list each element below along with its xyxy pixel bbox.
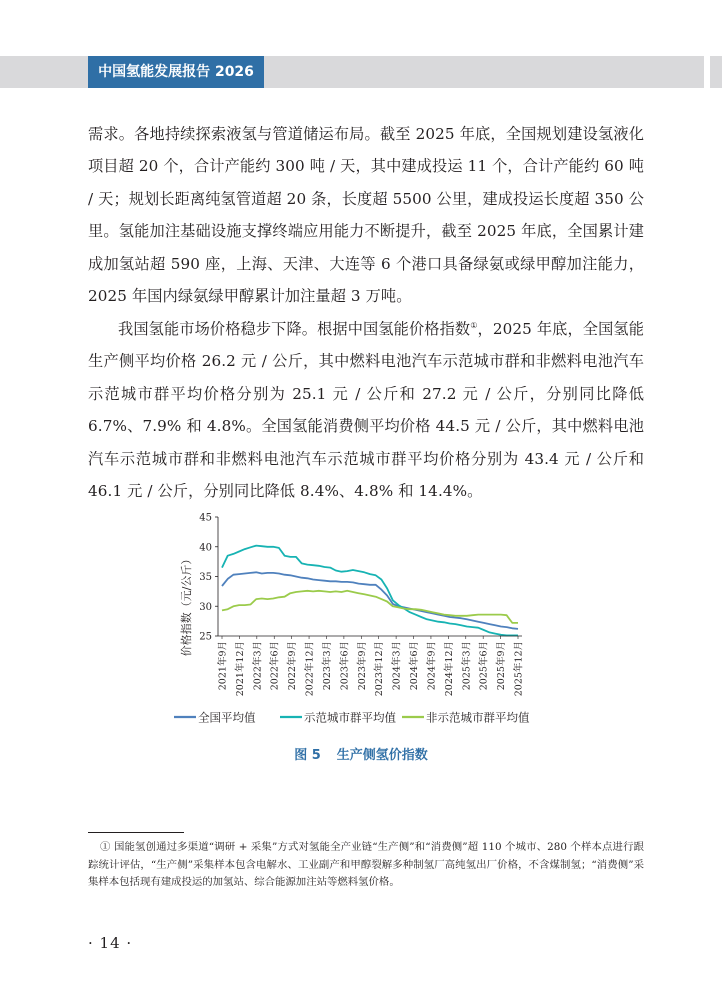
footnote: ① 国能氢创通过多渠道“调研 + 采集”方式对氢能全产业链“生产侧”和“消费侧”超 110 个城市、280 个样本点进行跟踪统计评估，“生产侧”采集样本包含电解水、工业副产和甲醇裂解多种制氢厂高纯氢出厂价格，不含煤制氢；“消费侧”采集样本包括现有建成投运的加氢站、综合能源加注站等燃料氢价格。 [88, 841, 644, 889]
figure-number: 图 5 [294, 748, 321, 763]
y-tick-label: 30 [199, 601, 212, 613]
series-line-1 [222, 546, 518, 636]
chart-svg [170, 505, 540, 735]
legend-label-1: 示范城市群平均值 [304, 710, 396, 725]
y-tick-label: 45 [199, 512, 212, 524]
y-tick-label: 40 [199, 542, 212, 554]
page-number: · 14 · [88, 934, 133, 952]
chart-y-axis-label: 价格指数（元/公斤） [180, 553, 193, 657]
x-tick-label: 2022年6月 [269, 641, 281, 691]
body-paragraph-2 [88, 310, 644, 507]
legend-label-2: 非示范城市群平均值 [426, 710, 530, 725]
x-tick-label: 2023年6月 [339, 641, 351, 691]
x-tick-label: 2022年3月 [252, 641, 264, 691]
series-line-2 [222, 591, 518, 623]
hydrogen-price-chart [170, 505, 540, 739]
header-divider [704, 56, 710, 88]
y-tick-label: 35 [199, 572, 212, 583]
x-tick-label: 2023年9月 [356, 641, 368, 691]
running-header-title: 中国氢能发展报告 2026 [88, 56, 264, 88]
body-paragraph-1: 需求。各地持续探索液氢与管道储运布局。截至 2025 年底，全国规划建设氢液化项目超 20 个，合计产能约 300 吨 / 天，其中建成投运 11 个，合计产能约 60 吨 / 天；规划长距离纯氢管道超 20 条，长度超 5500 公里，建成投运长度超 350 公里。氢能加注基础设施支撑终端应用能力不断提升，截至 2025 年底，全国累计建成加氢站超 590 座，上海、天津、大连等 6 个港口具备绿氨或绿甲醇加注能力，2025 年国内绿氨绿甲醇累计加注量超 3 万吨。 [88, 125, 644, 306]
figure-caption [0, 744, 722, 763]
footnote-marker[interactable]: ① [470, 321, 478, 330]
x-tick-label: 2023年3月 [321, 641, 333, 691]
x-tick-label: 2021年12月 [234, 641, 246, 697]
x-tick-label: 2024年12月 [443, 641, 455, 697]
x-tick-label: 2025年6月 [478, 641, 490, 691]
series-line-0 [222, 572, 518, 629]
y-tick-label: 25 [199, 631, 212, 643]
x-tick-label: 2025年9月 [496, 641, 508, 691]
x-tick-label: 2025年12月 [513, 641, 525, 697]
x-tick-label: 2024年9月 [426, 641, 438, 691]
footnote-divider [88, 832, 184, 833]
x-tick-label: 2024年6月 [409, 641, 421, 691]
paragraph-2-part-b: ，2025 年底，全国氢能生产侧平均价格 26.2 元 / 公斤，其中燃料电池汽车示范城市群和非燃料电池汽车示范城市群平均价格分别为 25.1 元 / 公斤和 27.2 元 / 公斤，分别同比降低 6.7%、7.9% 和 4.8%。全国氢能消费侧平均价格 44.5 元 / 公斤，其中燃料电池汽车示范城市群和非燃料电池汽车示范城市群平均价格分别为 43.4 元 / 公斤和 46.1 元 / 公斤，分别同比降低 8.4%、4.8% 和 14.4%。 [88, 320, 644, 501]
x-tick-label: 2024年3月 [391, 641, 403, 691]
x-tick-label: 2022年12月 [304, 641, 316, 697]
legend-label-0: 全国平均值 [198, 710, 256, 725]
figure-title: 生产侧氢价指数 [336, 748, 428, 763]
paragraph-2-part-a: 我国氢能市场价格稳步下降。根据中国氢能价格指数 [118, 320, 471, 338]
x-tick-label: 2021年9月 [217, 641, 229, 691]
x-tick-label: 2025年3月 [461, 641, 473, 691]
x-tick-label: 2022年9月 [287, 641, 299, 691]
x-tick-label: 2023年12月 [374, 641, 386, 697]
